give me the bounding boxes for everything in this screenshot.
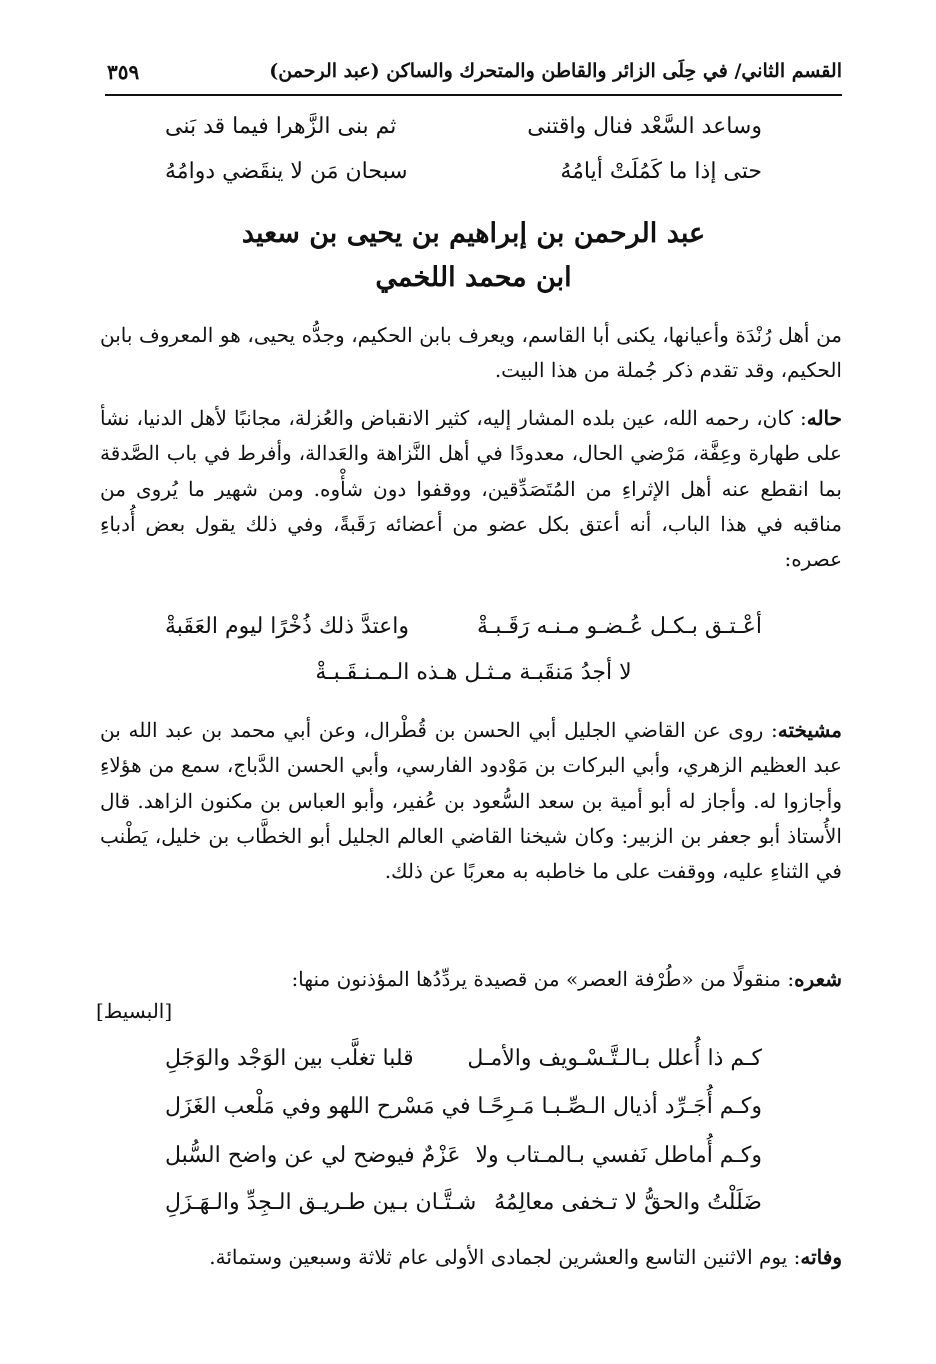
verse-line [105, 614, 842, 654]
verse-line [105, 114, 842, 154]
section-text: : روى عن القاضي الجليل أبي الحسن بن قُطْرال، وعن أبي محمد بن عبد الله بن عبد العظيم الزهري، وأبي البركات بن مَوْدود الفارسي، وأبي الحسن الدَّباج، سمع من هؤلاءِ وأجازوا له. وأجاز له أبو أمية بن سعد السُّعود بن عُفير، وأبو العباس بن مكنون الزاهد. قال الأُستاذ أبو جعفر بن الزبير: وكان شيخنا القاضي العالم الجليل أبو الخطَّاب بن خليل، يَطْنب في الثناءِ عليه، ووقفت على ما خاطبه به معربًا عن ذلك. [100, 718, 842, 884]
running-head: القسم الثاني/ في حِلَى الزائر والقاطن والمتحرك والساكن (عبد الرحمن) [269, 60, 842, 82]
verse-hemistich-right: وكـم أُماطل نَفسي بـالمـتاب ولا [475, 1143, 762, 1168]
section-haluh [100, 401, 842, 577]
poem-line [105, 1143, 842, 1183]
verse-line [105, 159, 842, 199]
verse-hemistich-right: وكـم أُجَـرِّد أذيال الـصِّـبـا مَـرِحًـا [477, 1094, 762, 1119]
verse-hemistich-left: واعتدَّ ذلك ذُخْرًا ليوم العَقَبةْ [165, 614, 410, 639]
poem-meter: [البسيط] [96, 999, 173, 1023]
verse-hemistich-left: سبحان مَن لا ينقَضي دوامُهُ [165, 159, 408, 184]
page-number: ٣٥٩ [107, 60, 140, 84]
verse-hemistich-left: في مَسْرح اللهو وفي مَلْعب الغَزَل [165, 1094, 471, 1119]
biography-title: عبد الرحمن بن إبراهيم بن يحيى بن سعيد [241, 218, 706, 249]
section-mashyakha [100, 713, 842, 889]
verse-hemistich-right: أعْـتـق بـكـل عُـضـو مـنـه رَقَـبـةْ [477, 614, 762, 639]
verse-hemistich-left: ثم بنى الزَّهرا فيما قد بَنى [165, 114, 397, 139]
page-header [105, 58, 842, 96]
section-text: : منقولًا من «طُرْفة العصر» من قصيدة يردِّدُها المؤذنون منها: [291, 967, 795, 991]
verse-hemistich-right: وساعد السَّعْد فنال واقتنى [527, 114, 762, 139]
intro-paragraph: من أهل رُنْدَة وأعيانها، يكنى أبا القاسم، ويعرف بابن الحكيم، وجدُّه يحيى، هو المعروف بابن الحكيم، وقد تقدم ذكر جُملة من هذا البيت. [100, 323, 843, 383]
section-text: : يوم الاثنين التاسع والعشرين لجمادى الأولى عام ثلاثة وسبعين وستمائة. [209, 1245, 801, 1269]
verse-hemistich-left: قلبا تغلَّب بين الوَجْد والوَجَلِ [165, 1046, 414, 1071]
verse-hemistich-right: حتى إذا ما كَمُلَتْ أيامُهُ [560, 159, 762, 184]
verse-hemistich-right: كـم ذا أُعلل بـالـتَّـسْـويف والأمـل [467, 1046, 762, 1071]
biography-title-continued: ابن محمد اللخمي [375, 262, 572, 293]
section-label: مشيخته [777, 718, 842, 742]
section-label: وفاته [800, 1245, 842, 1269]
section-text: : كان، رحمه الله، عين بلده المشار إليه، كثير الانقباض والعُزلة، مجانبًا لأهل الدنيا، نشأ على طهارة وعِفَّة، مَرْضي الحال، معدودًا في أهل النَّزاهة والعَدالة، وأفرط في باب الصَّدقة بما انقطع عنه أهل الإثراءِ من المُتَصَدِّقين، ووقفوا دون شأْوه. ومن شهير ما يُروى من مناقبه في هذا الباب، أنه أعتق بكل عضو من أعضائه رَقَبةً، وفي ذلك يقول بعض أُدباءِ عصره: [100, 406, 842, 572]
verse-centered: لا أجدُ مَنقَبـة مـثـل هـذه الـمـنـقَـبـةْ [315, 660, 632, 685]
poem-line [105, 1190, 842, 1230]
verse-hemistich-left: شـتَّـان بـين طـريـق الـجِدِّ والـهَـزَلِ [165, 1190, 477, 1215]
poem-line [105, 1046, 842, 1086]
section-label: شعره [794, 967, 842, 991]
verse-hemistich-left: عَزْمٌ فيوضح لي عن واضح السُّبل [165, 1143, 461, 1168]
poem-line [105, 1094, 842, 1134]
verse-hemistich-right: ضَلَلْتُ والحقُّ لا تـخفى معالِمُهُ [494, 1190, 762, 1215]
verse-line-centered [105, 660, 842, 700]
section-shiruh [100, 962, 842, 997]
section-label: حاله [806, 406, 842, 430]
section-wafatuh [100, 1240, 842, 1275]
